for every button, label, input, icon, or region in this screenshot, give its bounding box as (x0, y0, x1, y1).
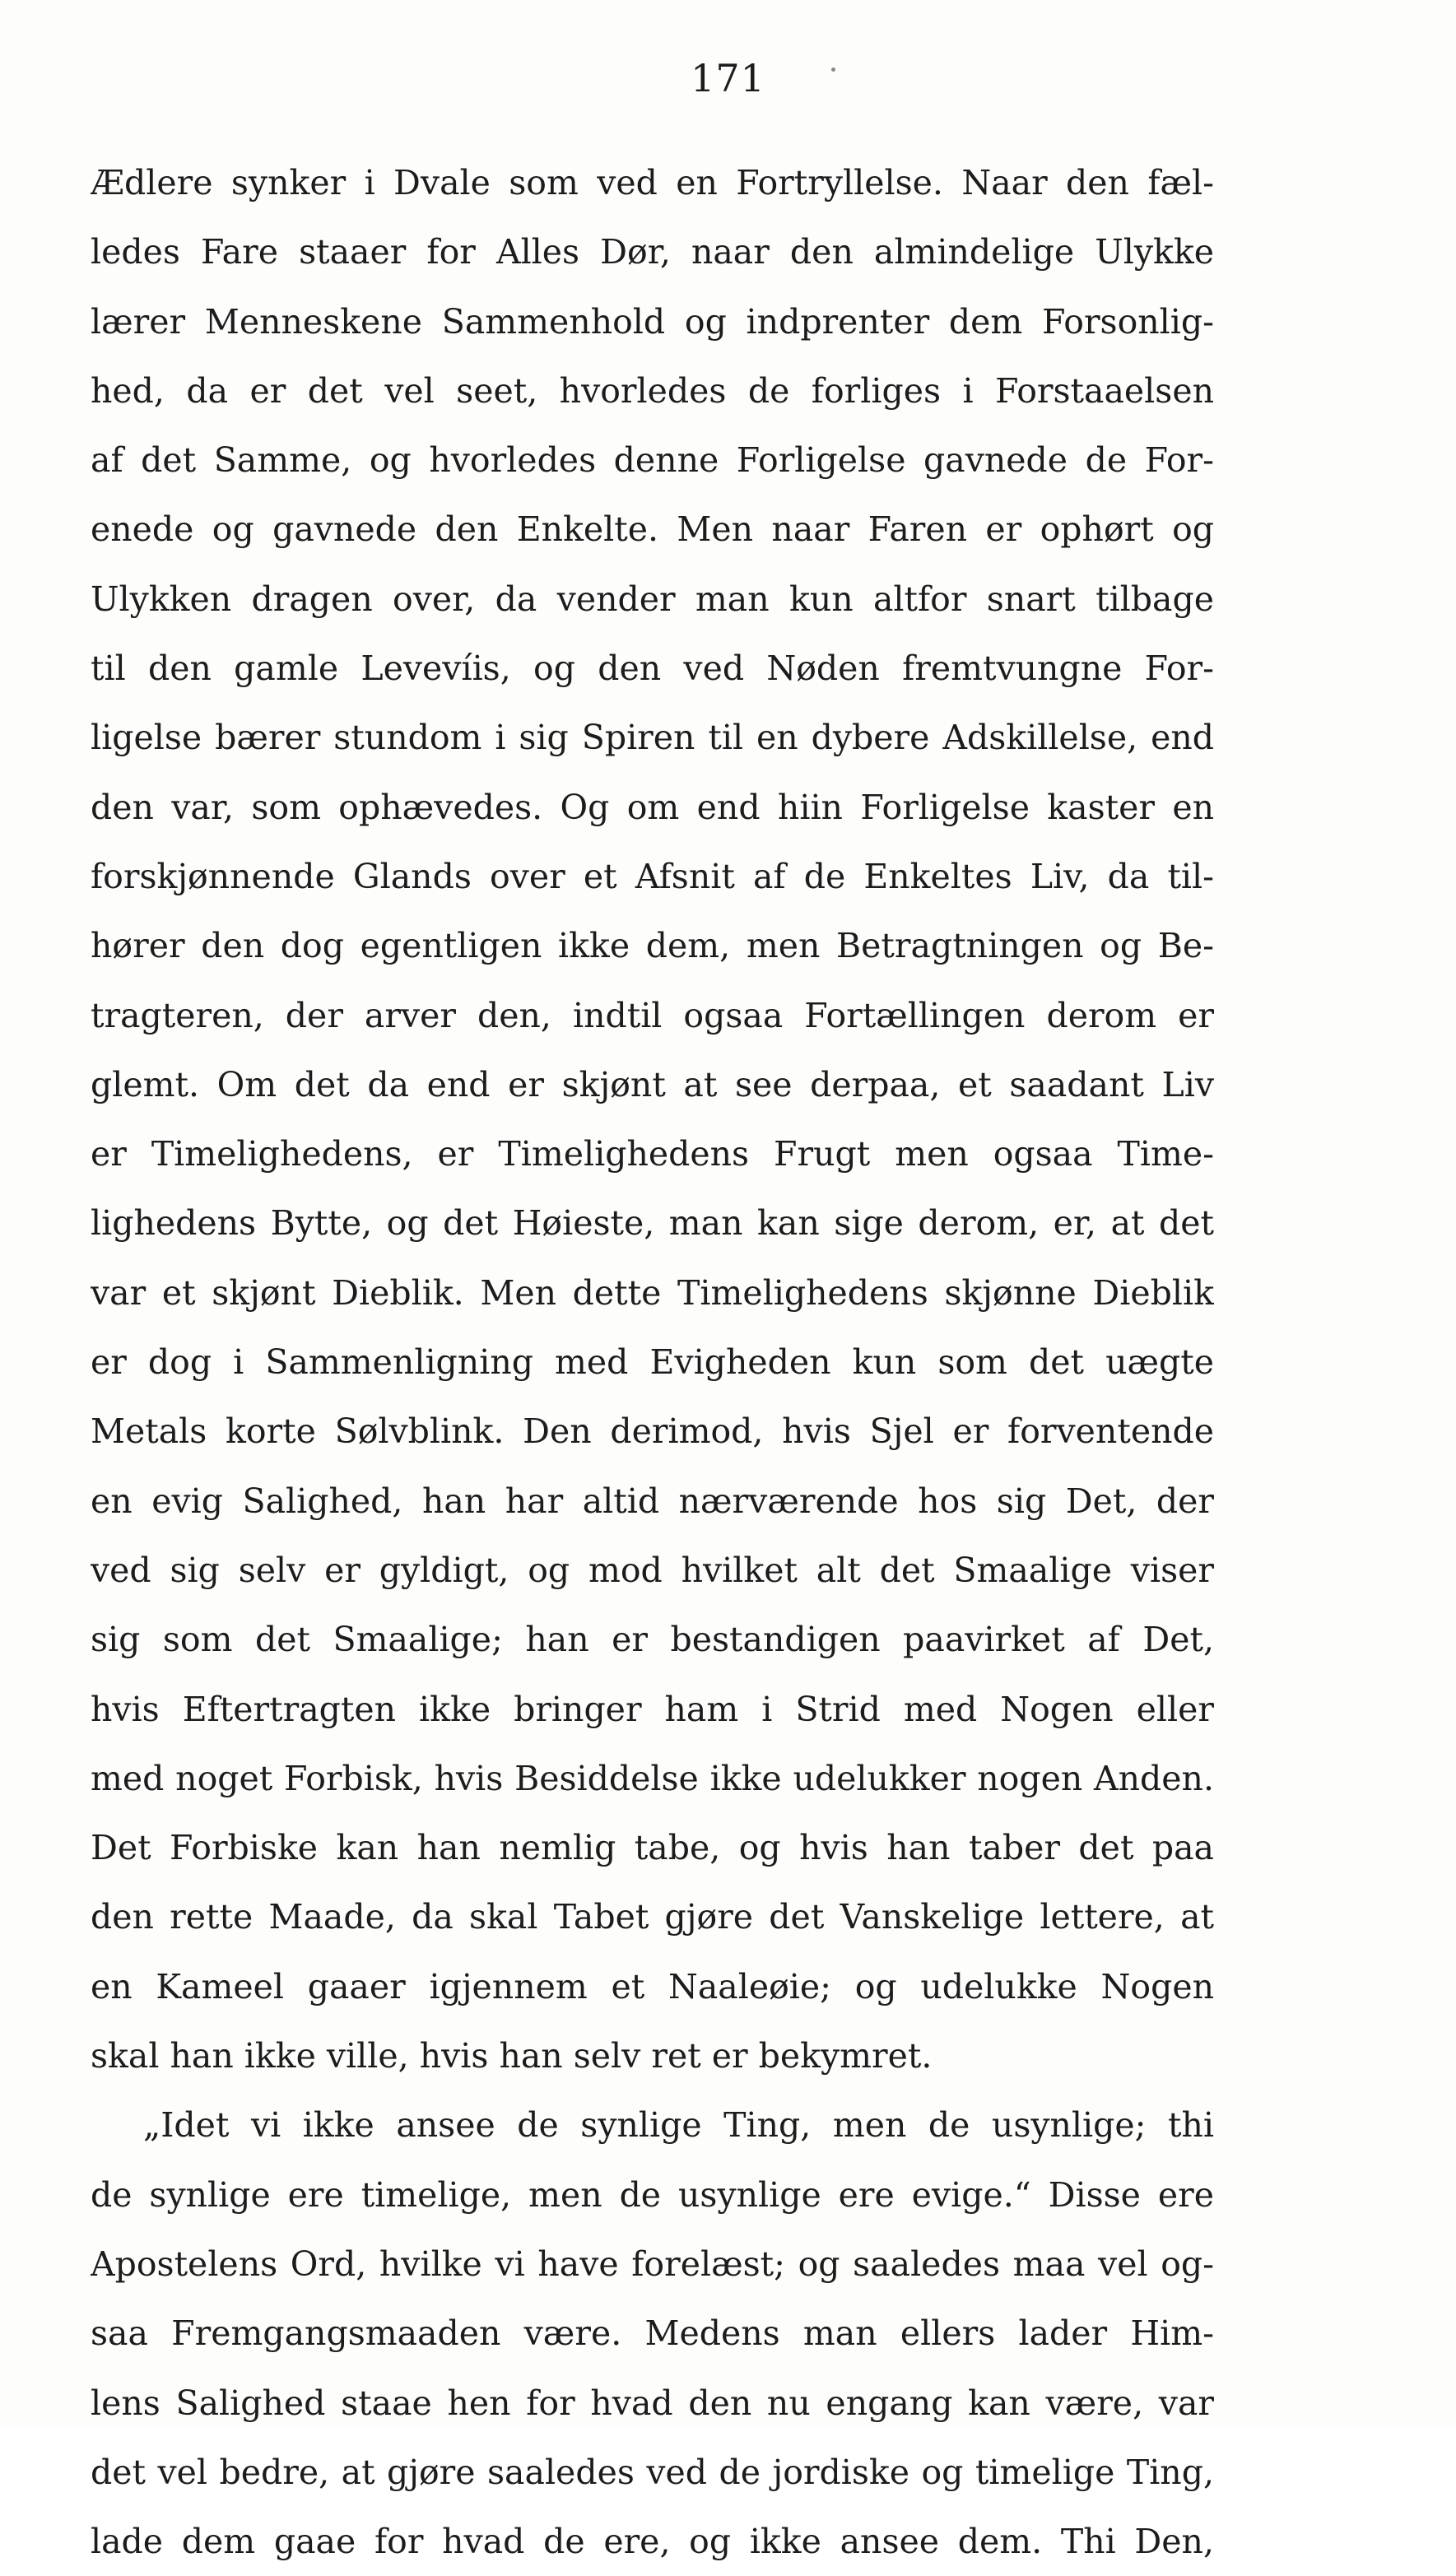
text-line: enede og gavnede den Enkelte. Men naar Faren er ophørt og (91, 509, 1214, 550)
text-line: med noget Forbisk, hvis Besiddelse ikke udelukker nogen Anden. (91, 1758, 1214, 1798)
text-line: saa Fremgangsmaaden være. Medens man ellers lader Him- (91, 2313, 1214, 2354)
text-line: hvis Eftertragten ikke bringer ham i Strid med Nogen eller (91, 1689, 1214, 1729)
text-line: Metals korte Sølvblink. Den derimod, hvis Sjel er forventende (91, 1411, 1214, 1452)
text-line: lighedens Bytte, og det Høieste, man kan sige derom, er, at det (91, 1203, 1214, 1244)
text-line: er Timelighedens, er Timelighedens Frugt men ogsaa Time- (91, 1134, 1214, 1174)
text-line: Ædlere synker i Dvale som ved en Fortryllelse. Naar den fæl- (91, 163, 1214, 202)
text-line: lade dem gaae for hvad de ere, og ikke ansee dem. Thi Den, (91, 2522, 1214, 2562)
text-line: Apostelens Ord, hvilke vi have forelæst; og saaledes maa vel og- (91, 2244, 1214, 2284)
text-line: en evig Salighed, han har altid nærværende hos sig Det, der (91, 1481, 1214, 1521)
text-line: sig som det Smaalige; han er bestandigen paavirket af Det, (91, 1620, 1214, 1660)
text-line: af det Samme, og hvorledes denne Forligelse gavnede de For- (91, 440, 1214, 481)
text-line: de synlige ere timelige, men de usynlige ere evige.“ Disse ere (91, 2174, 1214, 2215)
text-line: Det Forbiske kan han nemlig tabe, og hvis han taber det paa (91, 1828, 1214, 1868)
text-line: ved sig selv er gyldigt, og mod hvilket alt det Smaalige viser (91, 1550, 1214, 1590)
text-line: glemt. Om det da end er skjønt at see derpaa, et saadant Liv (91, 1064, 1214, 1104)
text-line: den var, som ophævedes. Og om end hiin Forligelse kaster en (91, 787, 1214, 827)
text-line: tragteren, der arver den, indtil ogsaa Fortællingen derom er (91, 995, 1214, 1035)
text-line: lærer Menneskene Sammenhold og indprenter dem Forsonlig- (91, 301, 1214, 342)
text-line: hører den dog egentligen ikke dem, men Betragtningen og Be- (91, 926, 1214, 966)
ink-speck (831, 67, 835, 72)
paragraph-end-line: skal han ikke ville, hvis han selv ret er bekymret. (91, 2036, 933, 2076)
text-line: var et skjønt Dieblik. Men dette Timelighedens skjønne Dieblik (91, 1272, 1214, 1313)
text-line: den rette Maade, da skal Tabet gjøre det Vanskelige lettere, at (91, 1897, 1214, 1937)
text-line: Ulykken dragen over, da vender man kun altfor snart tilbage (91, 579, 1214, 619)
text-line: forskjønnende Glands over et Afsnit af de Enkeltes Liv, da til- (91, 856, 1214, 896)
page-number: 171 (691, 56, 765, 100)
text-line: hed, da er det vel seet, hvorledes de forliges i Forstaaelsen (91, 370, 1214, 411)
body-text (91, 148, 1214, 2576)
text-line: en Kameel gaaer igjennem et Naaleøie; og udelukke Nogen (91, 1966, 1214, 2006)
paragraph-start-line: „Idet vi ikke ansee de synlige Ting, men de usynlige; thi (143, 2105, 1214, 2146)
text-line: lens Salighed staae hen for hvad den nu engang kan være, var (91, 2383, 1214, 2423)
text-line: det vel bedre, at gjøre saaledes ved de jordiske og timelige Ting, (91, 2452, 1214, 2492)
text-line: ligelse bærer stundom i sig Spiren til en dybere Adskillelse, end (91, 718, 1214, 758)
text-line: ledes Fare staaer for Alles Dør, naar den almindelige Ulykke (91, 232, 1214, 272)
text-line: er dog i Sammenligning med Evigheden kun som det uægte (91, 1342, 1214, 1383)
text-line: til den gamle Levevíis, og den ved Nøden fremtvungne For- (91, 649, 1214, 689)
